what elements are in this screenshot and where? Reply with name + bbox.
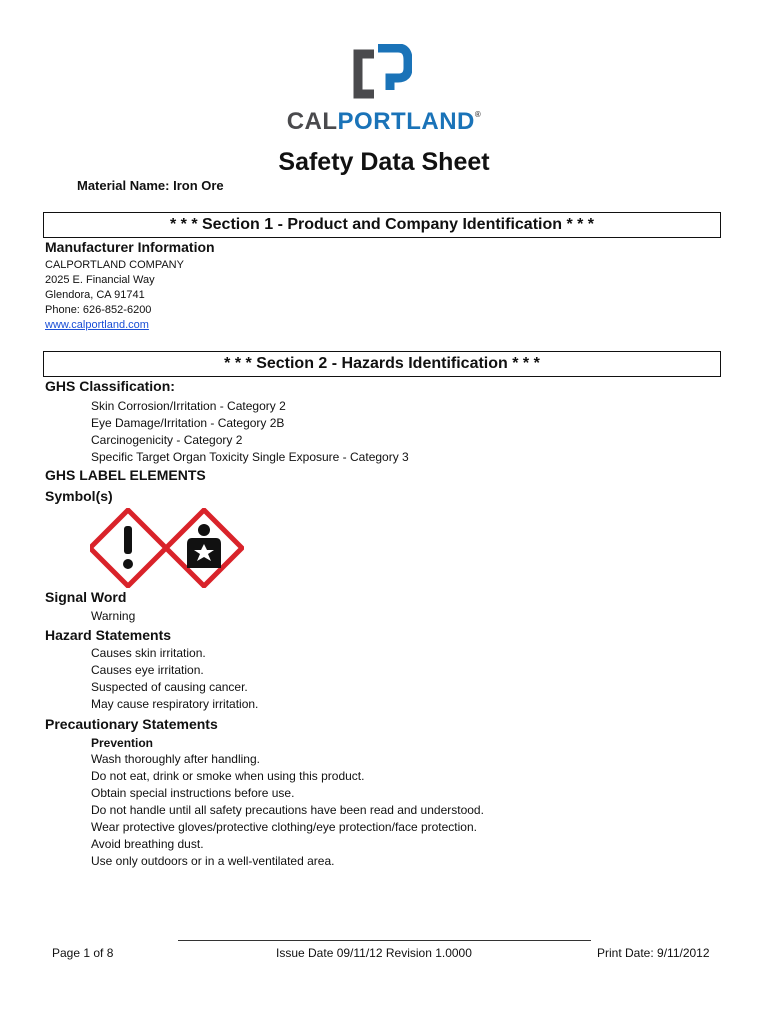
manufacturer-address: 2025 E. Financial Way <box>45 274 155 286</box>
website-link[interactable]: www.calportland.com <box>45 319 149 331</box>
prevention-item: Obtain special instructions before use. <box>91 786 295 800</box>
manufacturer-city: Glendora, CA 91741 <box>45 289 145 301</box>
classification-item: Specific Target Organ Toxicity Single Exposure - Category 3 <box>91 450 409 464</box>
precautionary-heading: Precautionary Statements <box>45 716 218 732</box>
manufacturer-phone: Phone: 626-852-6200 <box>45 304 152 316</box>
label-elements-heading: GHS LABEL ELEMENTS <box>45 467 206 483</box>
hazard-statement: Suspected of causing cancer. <box>91 680 248 694</box>
page-number: Page 1 of 8 <box>52 946 114 960</box>
material-name: Material Name: Iron Ore <box>77 178 224 193</box>
website-link-wrap <box>45 318 149 333</box>
hazard-statement: Causes eye irritation. <box>91 663 204 677</box>
manufacturer-heading: Manufacturer Information <box>45 239 215 255</box>
page-title: Safety Data Sheet <box>278 148 490 176</box>
signal-word-heading: Signal Word <box>45 589 127 605</box>
prevention-item: Do not eat, drink or smoke when using this product. <box>91 769 365 783</box>
classification-item: Skin Corrosion/Irritation - Category 2 <box>91 399 286 413</box>
footer-rule <box>178 940 591 941</box>
print-date: Print Date: 9/11/2012 <box>597 946 710 960</box>
hazard-statement: Causes skin irritation. <box>91 646 206 660</box>
section-1-header: * * * Section 1 - Product and Company Identification * * * <box>43 212 721 238</box>
classification-item: Eye Damage/Irritation - Category 2B <box>91 416 285 430</box>
section-2-header: * * * Section 2 - Hazards Identification * * * <box>43 351 721 377</box>
prevention-item: Wash thoroughly after handling. <box>91 752 260 766</box>
prevention-item: Do not handle until all safety precautions have been read and understood. <box>91 803 484 817</box>
issue-revision: Issue Date 09/11/12 Revision 1.0000 <box>276 946 472 960</box>
brand-right: PORTLAND <box>337 108 475 135</box>
prevention-item: Wear protective gloves/protective clothing/eye protection/face protection. <box>91 820 477 834</box>
manufacturer-name: CALPORTLAND COMPANY <box>45 259 184 271</box>
hazard-statement: May cause respiratory irritation. <box>91 697 259 711</box>
ghs-pictograms <box>90 508 244 588</box>
ghs-classification-heading: GHS Classification: <box>45 378 175 394</box>
exclamation-mark-icon <box>90 510 166 586</box>
prevention-item: Use only outdoors or in a well-ventilated area. <box>91 854 335 868</box>
symbols-heading: Symbol(s) <box>45 488 113 504</box>
classification-item: Carcinogenicity - Category 2 <box>91 433 243 447</box>
brand-left: CAL <box>286 108 338 135</box>
calportland-logo-icon <box>350 44 412 104</box>
registered-mark: ® <box>474 110 482 119</box>
health-hazard-icon <box>166 510 242 586</box>
signal-word: Warning <box>91 609 136 623</box>
prevention-heading: Prevention <box>91 736 154 750</box>
hazard-statements-heading: Hazard Statements <box>45 627 172 643</box>
brand-wordmark <box>0 108 768 136</box>
prevention-item: Avoid breathing dust. <box>91 837 204 851</box>
